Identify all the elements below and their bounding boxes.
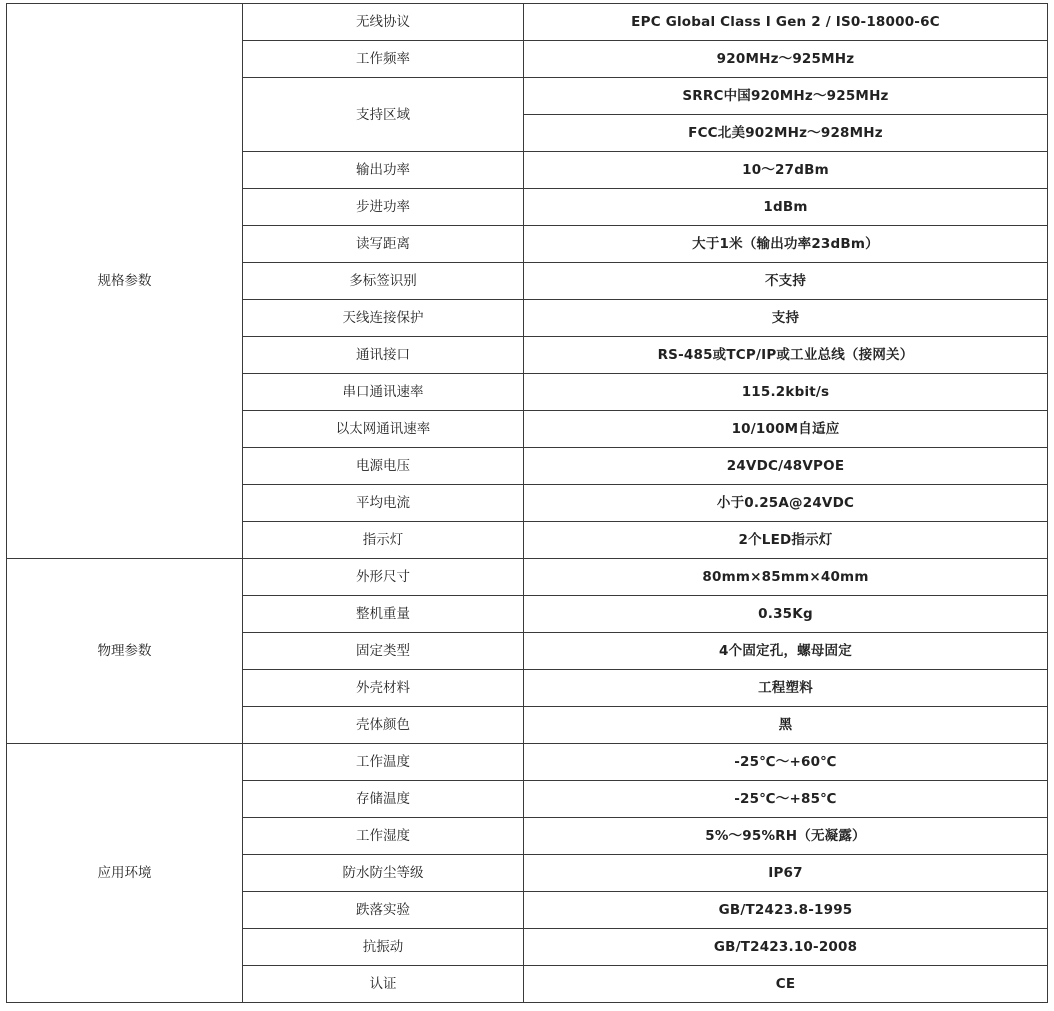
section-category-cell: 物理参数 bbox=[7, 559, 243, 744]
param-value-cell: IP67 bbox=[524, 855, 1048, 892]
section-category-cell: 规格参数 bbox=[7, 4, 243, 559]
param-value-cell: 2个LED指示灯 bbox=[524, 522, 1048, 559]
param-name-cell: 指示灯 bbox=[243, 522, 524, 559]
param-value-cell: 115.2kbit/s bbox=[524, 374, 1048, 411]
param-value-cell: GB/T2423.8-1995 bbox=[524, 892, 1048, 929]
param-name-cell: 通讯接口 bbox=[243, 337, 524, 374]
param-value-cell: 80mm×85mm×40mm bbox=[524, 559, 1048, 596]
param-name-cell: 抗振动 bbox=[243, 929, 524, 966]
param-name-cell: 存储温度 bbox=[243, 781, 524, 818]
param-name-cell: 固定类型 bbox=[243, 633, 524, 670]
param-value-cell: 小于0.25A@24VDC bbox=[524, 485, 1048, 522]
section-category-cell: 应用环境 bbox=[7, 744, 243, 1003]
param-name-cell: 外形尺寸 bbox=[243, 559, 524, 596]
param-value-cell: 10/100M自适应 bbox=[524, 411, 1048, 448]
param-value-cell: 工程塑料 bbox=[524, 670, 1048, 707]
table-row bbox=[7, 4, 1048, 41]
param-name-cell: 工作频率 bbox=[243, 41, 524, 78]
table-row bbox=[7, 744, 1048, 781]
param-name-cell: 整机重量 bbox=[243, 596, 524, 633]
param-value-cell: 支持 bbox=[524, 300, 1048, 337]
param-value-cell: EPC Global Class I Gen 2 / IS0-18000-6C bbox=[524, 4, 1048, 41]
param-name-cell: 防水防尘等级 bbox=[243, 855, 524, 892]
param-name-cell: 外壳材料 bbox=[243, 670, 524, 707]
param-value-cell: 24VDC/48VPOE bbox=[524, 448, 1048, 485]
param-name-cell: 壳体颜色 bbox=[243, 707, 524, 744]
param-value-cell: 0.35Kg bbox=[524, 596, 1048, 633]
param-name-cell: 工作湿度 bbox=[243, 818, 524, 855]
spec-table bbox=[6, 3, 1048, 1003]
param-name-cell: 平均电流 bbox=[243, 485, 524, 522]
param-name-cell: 多标签识别 bbox=[243, 263, 524, 300]
param-value-cell: GB/T2423.10-2008 bbox=[524, 929, 1048, 966]
param-value-cell: 10～27dBm bbox=[524, 152, 1048, 189]
param-value-cell: SRRC中国920MHz～925MHz bbox=[524, 78, 1048, 115]
param-value-cell: 大于1米（输出功率23dBm） bbox=[524, 226, 1048, 263]
param-name-cell: 无线协议 bbox=[243, 4, 524, 41]
param-value-cell: RS-485或TCP/IP或工业总线（接网关） bbox=[524, 337, 1048, 374]
param-value-cell: 不支持 bbox=[524, 263, 1048, 300]
param-name-cell: 读写距离 bbox=[243, 226, 524, 263]
param-name-cell: 串口通讯速率 bbox=[243, 374, 524, 411]
param-name-cell: 支持区域 bbox=[243, 78, 524, 152]
param-name-cell: 输出功率 bbox=[243, 152, 524, 189]
param-value-cell: -25℃～+85℃ bbox=[524, 781, 1048, 818]
param-value-cell: CE bbox=[524, 966, 1048, 1003]
param-value-cell: 5%～95%RH（无凝露） bbox=[524, 818, 1048, 855]
table-row bbox=[7, 559, 1048, 596]
param-value-cell: -25℃～+60℃ bbox=[524, 744, 1048, 781]
param-value-cell: FCC北美902MHz～928MHz bbox=[524, 115, 1048, 152]
param-value-cell: 920MHz～925MHz bbox=[524, 41, 1048, 78]
spec-table-body bbox=[7, 4, 1048, 1003]
param-name-cell: 工作温度 bbox=[243, 744, 524, 781]
param-value-cell: 4个固定孔，螺母固定 bbox=[524, 633, 1048, 670]
param-value-cell: 黑 bbox=[524, 707, 1048, 744]
param-name-cell: 认证 bbox=[243, 966, 524, 1003]
param-value-cell: 1dBm bbox=[524, 189, 1048, 226]
param-name-cell: 天线连接保护 bbox=[243, 300, 524, 337]
param-name-cell: 以太网通讯速率 bbox=[243, 411, 524, 448]
param-name-cell: 电源电压 bbox=[243, 448, 524, 485]
param-name-cell: 跌落实验 bbox=[243, 892, 524, 929]
param-name-cell: 步进功率 bbox=[243, 189, 524, 226]
